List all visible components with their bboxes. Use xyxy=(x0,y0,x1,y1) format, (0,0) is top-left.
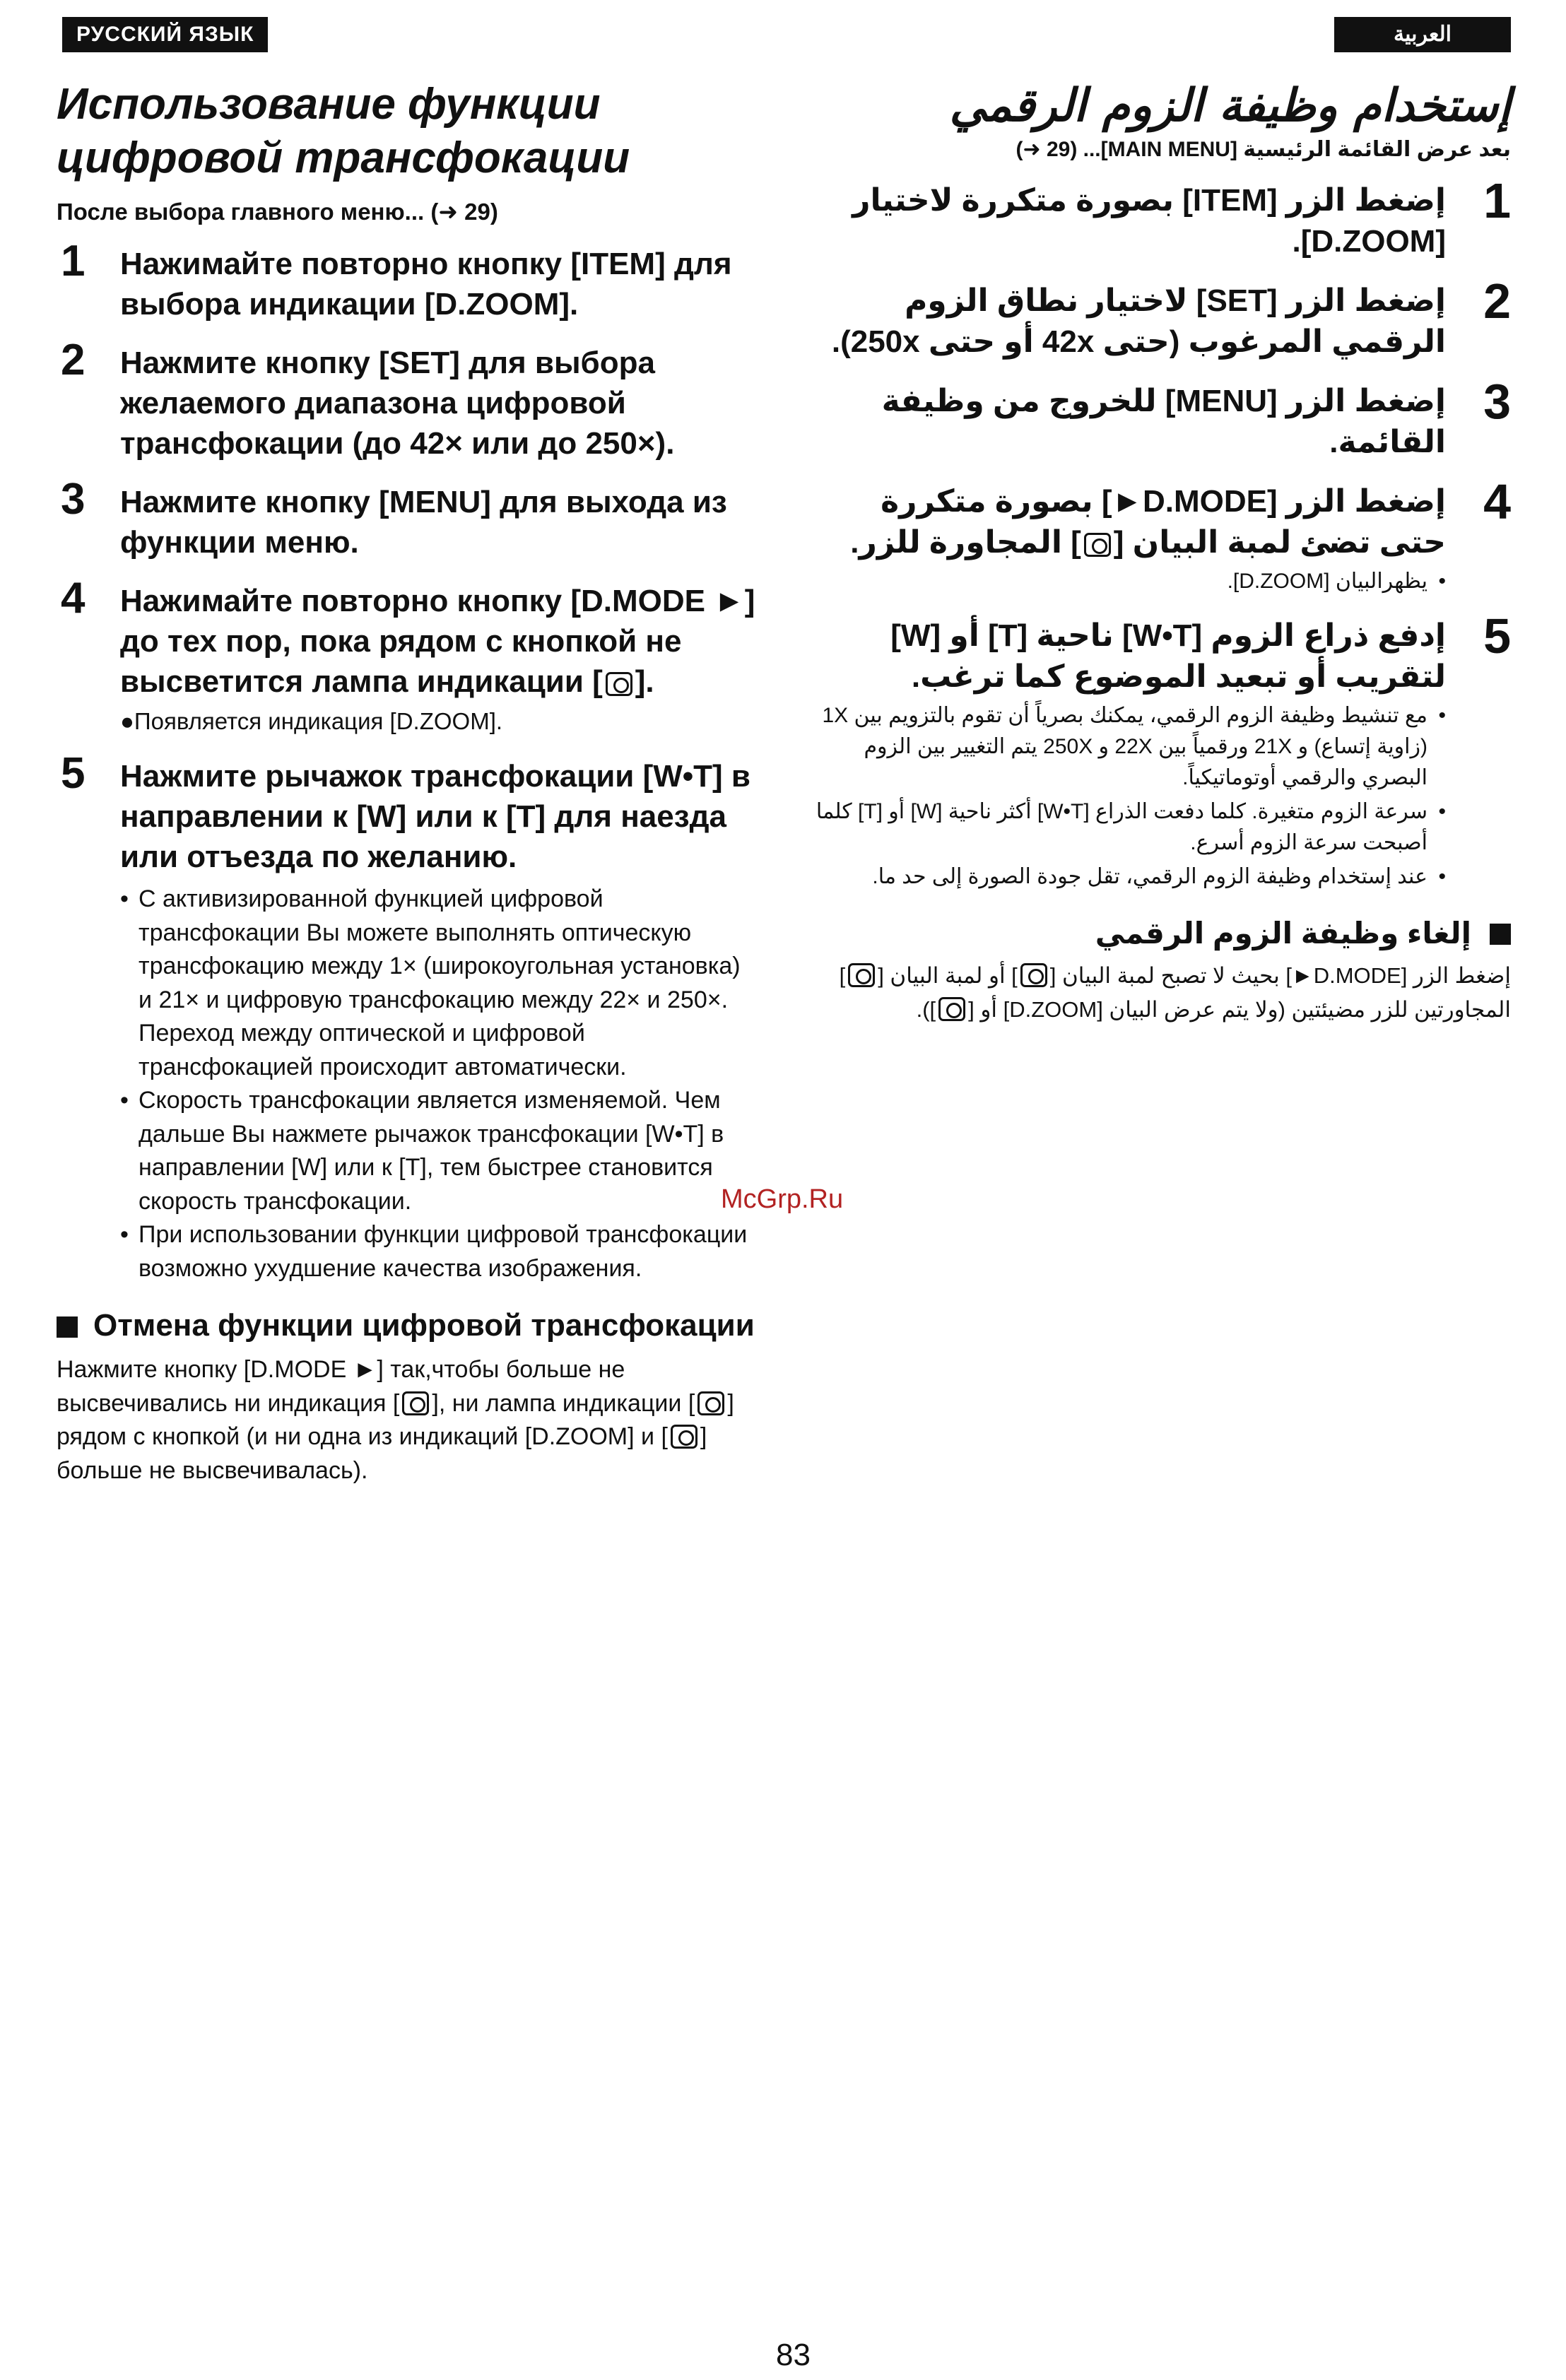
step-text-part: Нажимайте повторно кнопку [D.MODE ►] до тех пор, пока рядом с кнопкой не высветится лампа индикации [ xyxy=(120,584,755,699)
subtitle-russian: После выбора главного меню... (➜ 29) xyxy=(57,199,498,225)
ar-step-1 xyxy=(811,173,1511,262)
indicator-icon xyxy=(402,1391,429,1415)
step-text: إضغط الزر [MENU] للخروج من وظيفة القائمة. xyxy=(881,384,1446,459)
lamp-icon xyxy=(697,1391,724,1415)
step-text: Нажмите кнопку [MENU] для выхода из функции меню. xyxy=(120,485,727,560)
bullet-list xyxy=(120,883,756,1285)
arabic-column xyxy=(811,78,1511,1027)
list-item: • Скорость трансфокации является изменяемой. Чем дальше Вы нажмете рычажок трансфокации [W•T] в направлении [W] или к [T], тем быстрее становится скорость трансфокации. xyxy=(120,1084,756,1218)
ar-step-3 xyxy=(811,374,1511,463)
page-number: 83 xyxy=(776,2338,811,2372)
step-text: إضغط الزر [ITEM] بصورة متكررة لاختيار [D.ZOOM]. xyxy=(852,183,1446,259)
page-title-russian xyxy=(57,78,756,185)
section-body-arabic xyxy=(811,959,1511,1027)
step-number: 2 xyxy=(61,336,86,384)
watermark: McGrp.Ru xyxy=(721,1184,844,1214)
step-text xyxy=(120,581,756,702)
step-4 xyxy=(57,574,756,738)
section-text-part: ], ни лампа индикации [ xyxy=(432,1389,695,1417)
step-number: 4 xyxy=(1483,474,1511,529)
lamp-icon xyxy=(671,1425,697,1449)
step-note: • يظهرالبيان [D.ZOOM]. xyxy=(811,566,1446,597)
step-text-part: ]. xyxy=(635,664,654,699)
title-line-2: цифровой трансфокации xyxy=(57,134,630,182)
page-title-arabic: إستخدام وظيفة الزوم الرقمي xyxy=(949,79,1511,132)
step-text: Нажмите кнопку [SET] для выбора желаемого диапазона цифровой трансфокации (до 42× или до 250×). xyxy=(120,346,675,461)
step-5 xyxy=(57,749,756,1285)
step-text: Нажмите рычажок трансфокации [W•T] в направлении к [W] или к [T] для наезда или отъезда по желанию. xyxy=(120,759,750,874)
section-text-part: ] المجاورتين للزر مضيئتين (ولا يتم عرض البيان [D.ZOOM] أو [ xyxy=(839,963,1511,1022)
russian-column xyxy=(57,78,756,1488)
section-body-russian xyxy=(57,1353,756,1488)
lamp-icon xyxy=(938,997,965,1021)
step-text: إضغط الزر [SET] لاختيار نطاق الزوم الرقمي المرغوب (حتى 42x أو حتى 250x). xyxy=(831,283,1446,359)
indicator-icon xyxy=(1020,963,1047,987)
ar-step-5 xyxy=(811,608,1511,892)
step-text-part: إضغط الزر [D.MODE►] بصورة متكررة حتى تضئ لمبة البيان [ xyxy=(881,484,1446,560)
step-number: 5 xyxy=(61,749,86,798)
section-text-part: ] рядом с кнопкой (и ни одна из индикаций [D.ZOOM] и [ xyxy=(57,1389,734,1450)
lamp-icon xyxy=(606,672,632,696)
lamp-icon xyxy=(848,963,875,987)
section-heading-arabic xyxy=(811,914,1511,953)
list-item: • عند إستخدام وظيفة الزوم الرقمي، تقل جودة الصورة إلى حد ما. xyxy=(811,861,1446,892)
step-number: 5 xyxy=(1483,608,1511,664)
language-tag-russian: РУССКИЙ ЯЗЫК xyxy=(62,17,268,52)
ar-step-4 xyxy=(811,474,1511,597)
step-number: 3 xyxy=(1483,374,1511,429)
title-line-1: Использование функции xyxy=(57,80,601,129)
section-text-part: ] больше не высвечивалась). xyxy=(57,1423,707,1484)
section-text-part: ] أو لمبة البيان [ xyxy=(878,963,1018,988)
step-number: 3 xyxy=(61,475,86,524)
step-text: إدفع ذراع الزوم [W•T] ناحية [T] أو [W] لتقريب أو تبعيد الموضوع كما ترغب. xyxy=(890,618,1446,694)
section-text-part: ]). xyxy=(916,997,936,1022)
section-text-part: Нажмите кнопку [D.MODE ►] так,чтобы больше не высвечивались ни индикация [ xyxy=(57,1356,625,1417)
subtitle-arabic: بعد عرض القائمة الرئيسية [MAIN MENU]... (29 ➜) xyxy=(1015,138,1511,161)
lamp-icon xyxy=(1084,533,1111,557)
step-text: Нажимайте повторно кнопку [ITEM] для выбора индикации [D.ZOOM]. xyxy=(120,247,732,322)
step-number: 4 xyxy=(61,574,86,623)
language-tag-arabic: العربية xyxy=(1334,17,1511,52)
list-item: • При использовании функции цифровой трансфокации возможно ухудшение качества изображения. xyxy=(120,1218,756,1285)
step-text xyxy=(811,481,1446,563)
section-heading-text: إلغاء وظيفة الزوم الرقمي xyxy=(1095,917,1471,950)
list-item: • سرعة الزوم متغيرة. كلما دفعت الذراع [W•T] أكثر ناحية [W] أو [T] كلما أصبحت سرعة الزوم أسرع. xyxy=(811,796,1446,859)
step-1 xyxy=(57,237,756,324)
section-heading-text: Отмена функции цифровой трансфокации xyxy=(93,1308,755,1343)
step-3 xyxy=(57,475,756,562)
square-bullet-icon xyxy=(1490,924,1511,945)
list-item: • С активизированной функцией цифровой трансфокации Вы можете выполнять оптическую трансфокацию между 1× (широкоугольная установка) и 21× и цифровую трансфокацию между 22× и 250×. Переход между оптической и цифровой трансфокацией происходит автоматически. xyxy=(120,883,756,1084)
section-heading-russian xyxy=(57,1305,756,1346)
list-item: • مع تنشيط وظيفة الزوم الرقمي، يمكنك بصرياً أن تقوم بالتزويم بين 1X (زاوية إتساع) و 21X ورقمياً بين 22X و 250X يتم التغيير بين الزوم البصري والرقمي أوتوماتيكياً. xyxy=(811,700,1446,794)
step-2 xyxy=(57,336,756,464)
step-number: 2 xyxy=(1483,273,1511,329)
step-note: ●Появляется индикация [D.ZOOM]. xyxy=(120,708,503,734)
square-bullet-icon xyxy=(57,1316,78,1338)
section-text-part: إضغط الزر [D.MODE►] بحيث لا تصبح لمبة البيان [ xyxy=(1049,963,1511,988)
step-text-part: ] المجاورة للزر. xyxy=(850,525,1081,560)
ar-step-2 xyxy=(811,273,1511,363)
step-number: 1 xyxy=(61,237,86,285)
step-number: 1 xyxy=(1483,173,1511,228)
